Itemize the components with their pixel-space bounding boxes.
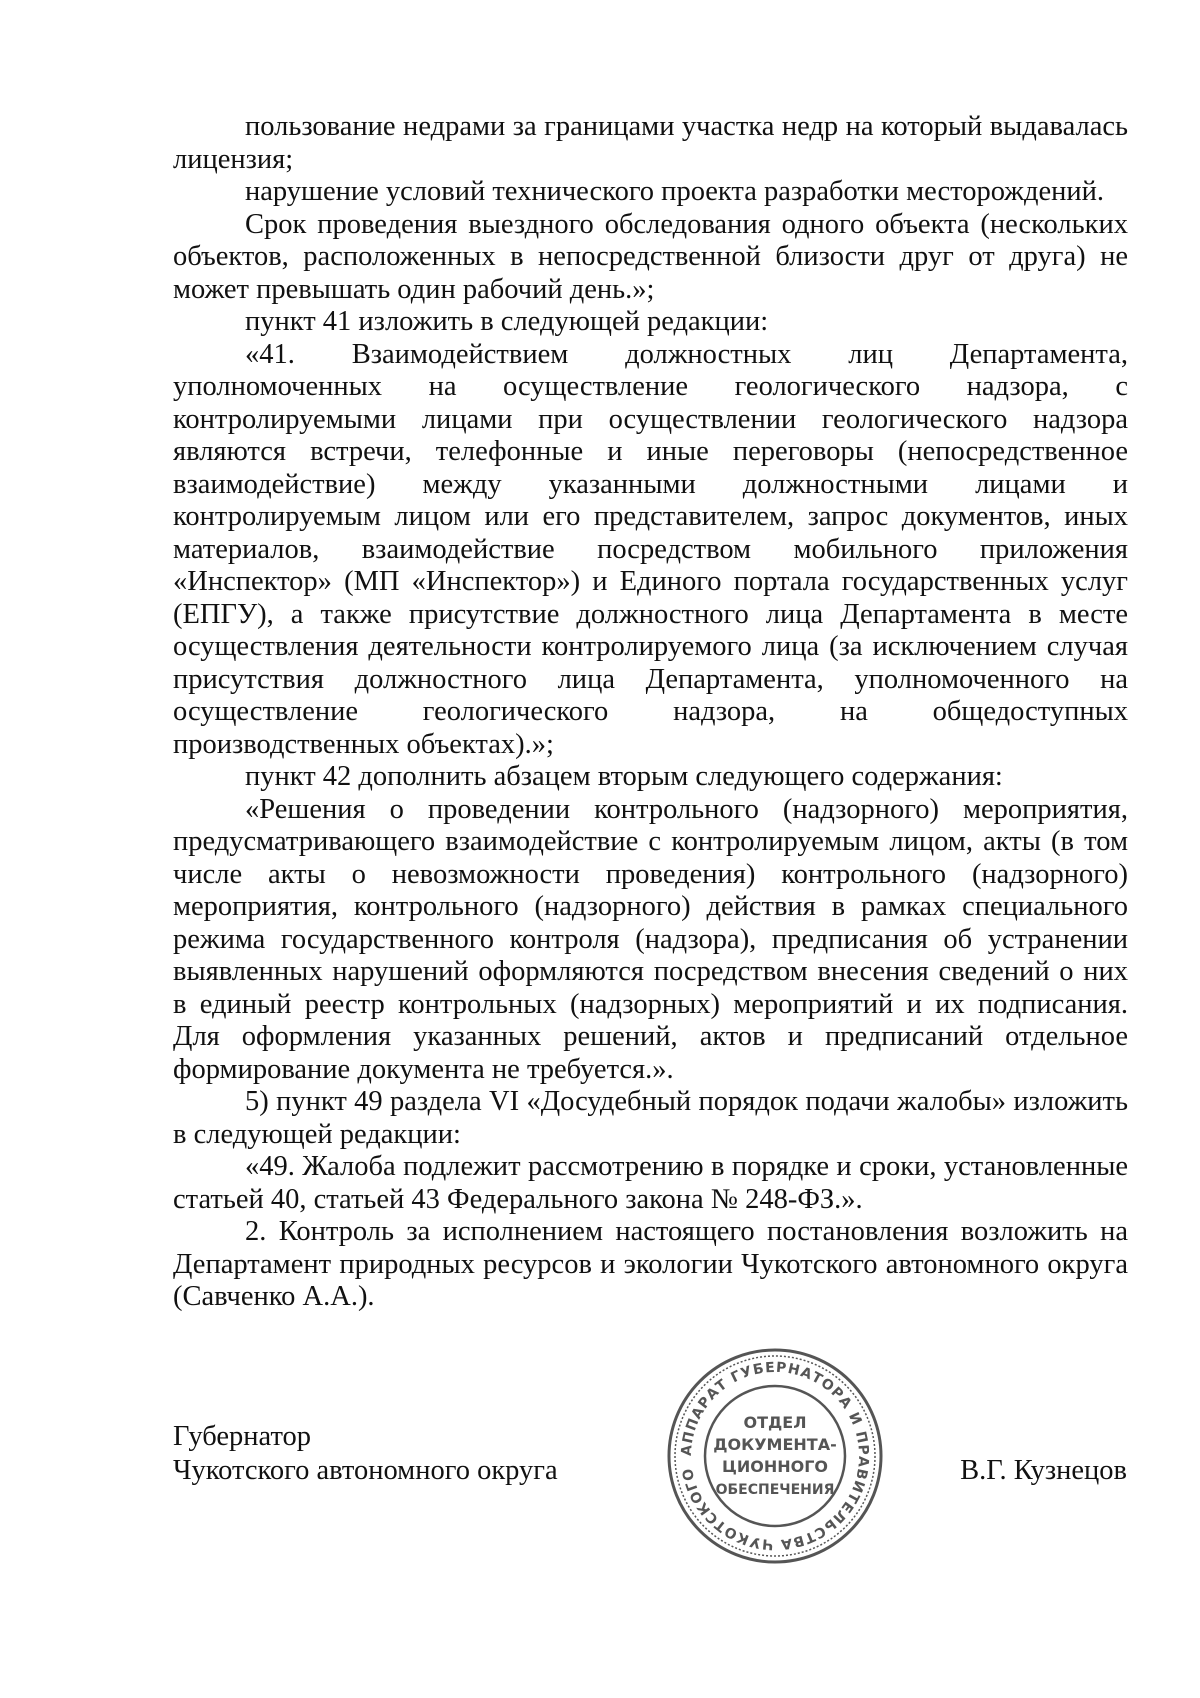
signatory-title: Губернатор [173, 1421, 312, 1452]
signatory-name: В.Г. Кузнецов [960, 1455, 1127, 1486]
seal-ring-text: АППАРАТ ГУБЕРНАТОРА И ПРАВИТЕЛЬСТВА ЧУКОТСКОГО [678, 1359, 872, 1553]
paragraph: 2. Контроль за исполнением настоящего постановления возложить на Департамент природных ресурсов и экологии Чукотского автономного округа (Савченко А.А.). [173, 1216, 1128, 1312]
paragraph: нарушение условий технического проекта разработки месторождений. [245, 176, 1104, 207]
official-seal [663, 1344, 887, 1568]
seal-center-line: ОТДЕЛ [743, 1413, 807, 1432]
signatory-position [173, 1420, 558, 1488]
seal-stamp-graphic [663, 1344, 887, 1568]
document-body [173, 111, 1128, 1314]
seal-center-line: ОБЕСПЕЧЕНИЯ [715, 1482, 835, 1498]
paragraph: «49. Жалоба подлежит рассмотрению в порядке и сроки, установленные статьей 40, статьей 43 Федерального закона № 248-ФЗ.». [173, 1151, 1128, 1215]
signatory-region: Чукотского автономного округа [173, 1455, 558, 1486]
seal-center-line: ДОКУМЕНТА- [713, 1435, 837, 1454]
paragraph: 5) пункт 49 раздела VI «Досудебный порядок подачи жалобы» изложить в следующей редакции: [173, 1086, 1128, 1150]
paragraph: «41. Взаимодействием должностных лиц Департамента, уполномоченных на осуществление геологического надзора, с контролируемыми лицами при осуществлении геологического надзора являются встречи, телефонные и иные переговоры (непосредственное взаимодействие) между указанными должностными лицами и контролируемым лицом или его представителем, запрос документов, иных материалов, взаимодействие посредством мобильного приложения «Инспектор» (МП «Инспектор») и Единого портала государственных услуг (ЕПГУ), а также присутствие должностного лица Департамента в месте осуществления деятельности контролируемого лица (за исключением случая присутствия должностного лица Департамента, уполномоченного на осуществление геологического надзора, на общедоступных производственных объектах).»; [173, 338, 1128, 760]
seal-center-line: ЦИОННОГО [721, 1457, 829, 1476]
paragraph: пользование недрами за границами участка недр на который выдавалась лицензия; [173, 111, 1128, 175]
paragraph: пункт 42 дополнить абзацем вторым следующего содержания: [245, 761, 1003, 792]
paragraph: пункт 41 изложить в следующей редакции: [245, 306, 769, 337]
paragraph: Срок проведения выездного обследования одного объекта (нескольких объектов, расположенных в непосредственной близости друг от друга) не может превышать один рабочий день.»; [173, 208, 1128, 305]
paragraph: «Решения о проведении контрольного (надзорного) мероприятия, предусматривающего взаимодействие с контролируемым лицом, акты (в том числе акты о невозможности проведения) контрольного (надзорного) мероприятия, контрольного (надзорного) действия в рамках специального режима государственного контроля (надзора), предписания об устранении выявленных нарушений оформляются посредством внесения сведений о них в единый реестр контрольных (надзорных) мероприятий и их подписания. Для оформления указанных решений, актов и предписаний отдельное формирование документа не требуется.». [173, 793, 1128, 1085]
